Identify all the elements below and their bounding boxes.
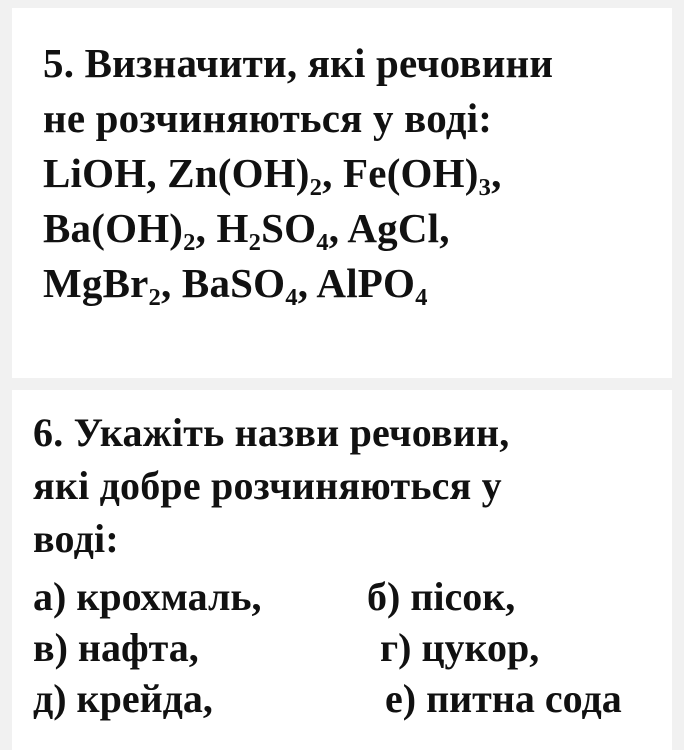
- option-b: б) пісок,: [367, 574, 516, 619]
- task-5-formula-line-2: Ba(OH)₂, H₂SO₄, AgCl,: [43, 205, 450, 251]
- task-6-title-line-3: воді:: [33, 516, 119, 561]
- option-a: а) крохмаль,: [33, 574, 262, 619]
- task-5-formula-line-1: LiOH, Zn(OH)₂, Fe(OH)₃,: [43, 150, 502, 196]
- option-g: г) цукор,: [380, 625, 540, 670]
- option-row: [33, 622, 672, 673]
- task-5-formula-line-3: MgBr₂, BaSO₄, AlPO₄: [43, 260, 428, 306]
- task-5-title-line-2: не розчиняються у воді:: [43, 95, 493, 141]
- option-d: д) крейда,: [33, 676, 213, 721]
- task-5-card: [12, 8, 672, 378]
- task-6-card: [12, 390, 672, 750]
- option-v: в) нафта,: [33, 625, 199, 670]
- task-5-title-line-1: 5. Визначити, які речовини: [43, 40, 554, 86]
- task-6-title-line-2: які добре розчиняються у: [33, 463, 502, 508]
- option-row: [33, 673, 672, 724]
- task-6-title-line-1: 6. Укажіть назви речовин,: [33, 410, 510, 455]
- option-e: е) питна сода: [385, 676, 622, 721]
- option-row: [33, 571, 672, 622]
